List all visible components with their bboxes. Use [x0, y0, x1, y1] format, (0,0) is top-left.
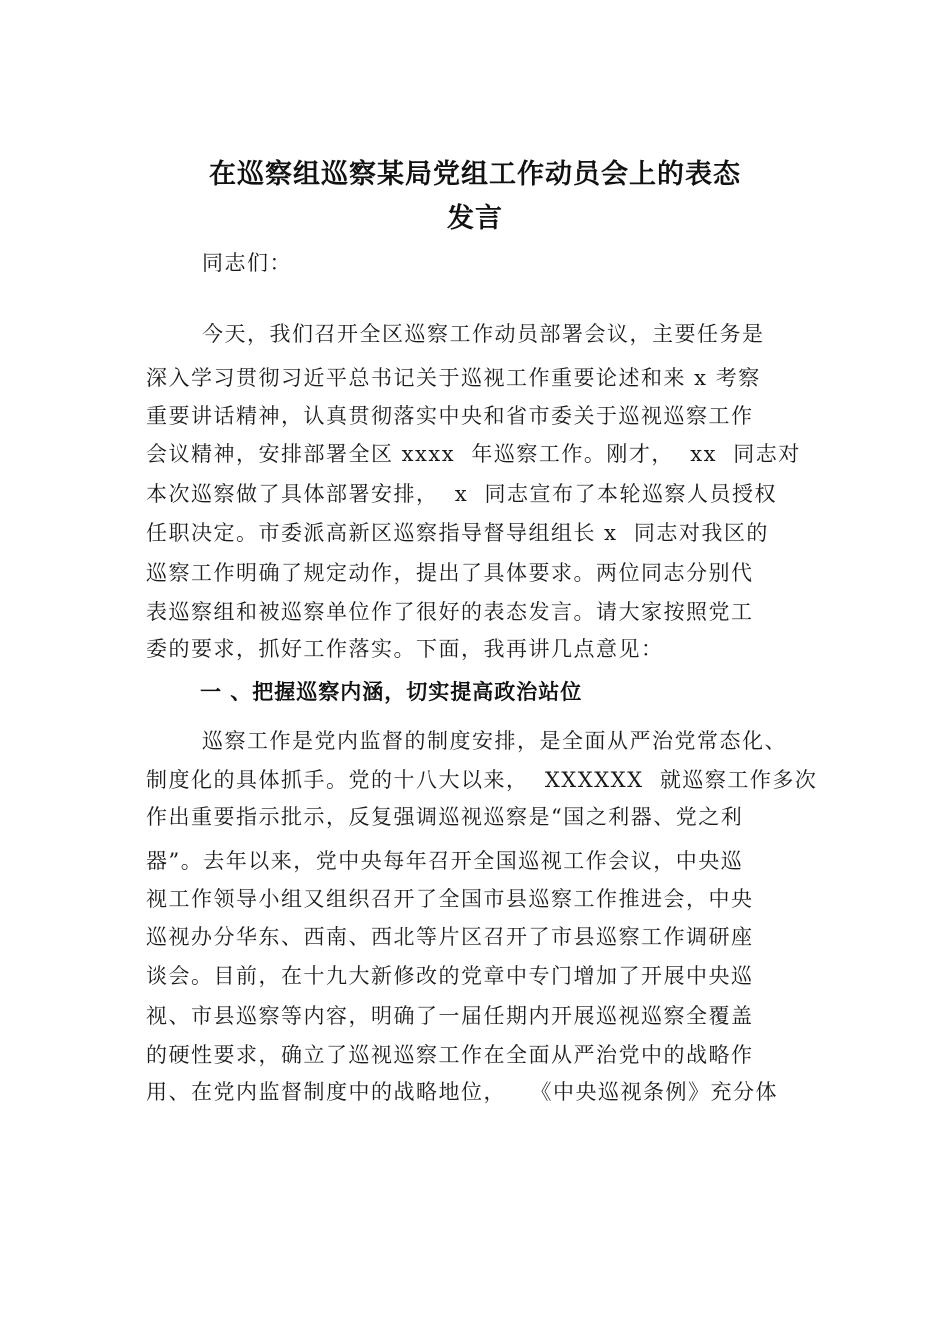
paragraph-line: 委的要求，抓好工作落实。下面，我再讲几点意见： [146, 637, 664, 661]
salutation: 同志们： [202, 251, 292, 275]
paragraph-line: 今天，我们召开全区巡察工作动员部署会议，主要任务是 [202, 322, 765, 346]
paragraph-line: 的硬性要求，确立了巡视巡察工作在全面从严治党中的战略作 [146, 1043, 754, 1067]
section-heading: 一 、把握巡察内涵，切实提高政治站位 [200, 680, 583, 704]
paragraph-line: 视、市县巡察等内容，明确了一届任期内开展巡视巡察全覆盖 [146, 1004, 754, 1028]
paragraph-line: 本次巡察做了具体部署安排， x 同志宣布了本轮巡察人员授权 [146, 482, 778, 506]
paragraph-line: 视工作领导小组又组织召开了全国市县巡察工作推进会，中央 [146, 887, 754, 911]
paragraph-line: 用、在党内监督制度中的战略地位， 《中央巡视条例》充分体 [146, 1080, 779, 1104]
document-title-line-1: 在巡察组巡察某局党组工作动员会上的表态 [209, 159, 741, 190]
paragraph-line: 表巡察组和被巡察单位作了很好的表态发言。请大家按照党工 [146, 600, 754, 624]
paragraph-line: 重要讲话精神，认真贯彻落实中央和省市委关于巡视巡察工作 [146, 404, 754, 428]
paragraph-line: 谈会。目前，在十九大新修改的党章中专门增加了开展中央巡 [146, 964, 754, 988]
paragraph-line: 器”。去年以来，党中央每年召开全国巡视工作会议，中央巡 [146, 849, 744, 873]
paragraph-line: 任职决定。市委派高新区巡察指导督导组组长 x 同志对我区的 [146, 521, 769, 545]
paragraph-line: 制度化的具体抓手。党的十八大以来， XXXXXX 就巡察工作多次 [146, 768, 818, 792]
paragraph-line: 深入学习贯彻习近平总书记关于巡视工作重要论述和来 x 考察 [146, 366, 761, 390]
document-title-line-2: 发言 [447, 203, 503, 234]
paragraph-line: 会议精神，安排部署全区 xxxx 年巡察工作。刚才， xx 同志对 [146, 442, 801, 466]
paragraph-line: 巡视办分华东、西南、西北等片区召开了市县巡察工作调研座 [146, 925, 754, 949]
paragraph-line: 作出重要指示批示，反复强调巡视巡察是“国之利器、党之利 [146, 805, 744, 829]
paragraph-line: 巡察工作明确了规定动作，提出了具体要求。两位同志分别代 [146, 561, 754, 585]
paragraph-line: 巡察工作是党内监督的制度安排，是全面从严治党常态化、 [202, 729, 787, 753]
